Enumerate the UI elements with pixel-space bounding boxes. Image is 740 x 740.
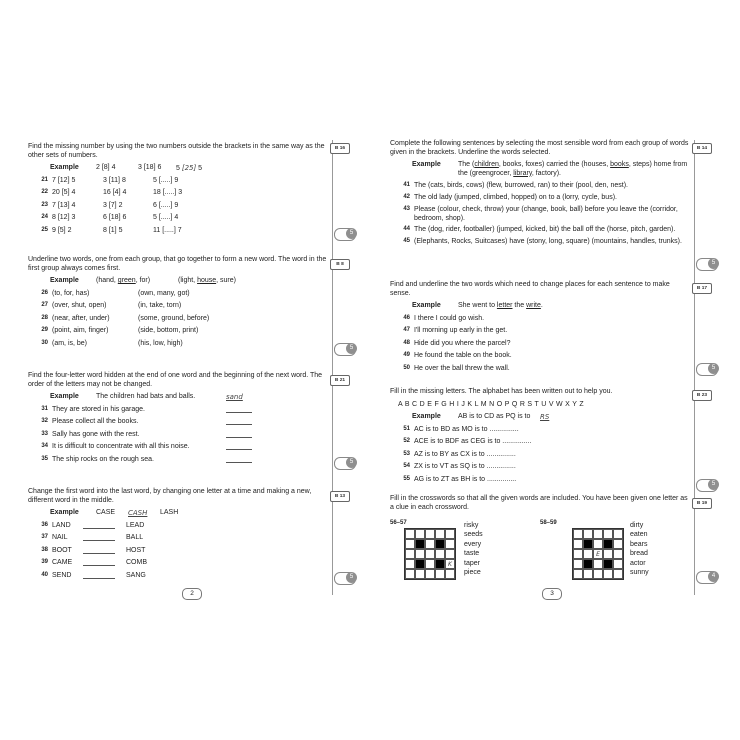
question-row — [28, 315, 328, 328]
underlined-word: children — [474, 161, 499, 169]
cw-black-cell — [583, 559, 593, 569]
text: , factory). — [531, 169, 561, 177]
text: (hand, — [96, 277, 118, 285]
cw-cell[interactable] — [435, 549, 445, 559]
question-row — [28, 522, 328, 535]
skill-tag: B 17 — [692, 283, 712, 294]
sentence[interactable]: I'll morning up early in the get. — [414, 327, 508, 335]
question-number: 53 — [403, 450, 410, 457]
word-group-b[interactable]: (some, ground, before) — [138, 314, 210, 322]
crossword-1-number: 56–57 — [390, 520, 407, 526]
question-number: 37 — [41, 534, 48, 541]
cw-cell[interactable] — [445, 539, 455, 549]
question-row — [390, 463, 690, 476]
score-box[interactable] — [334, 572, 356, 585]
set-a: 7 [12] 5 — [52, 176, 76, 184]
word-group-b[interactable]: (his, low, high) — [138, 339, 183, 347]
word: taper — [464, 559, 480, 567]
cw-cell[interactable] — [425, 559, 435, 569]
page-number: 2 — [182, 588, 202, 600]
score-box[interactable] — [696, 363, 718, 376]
question-number: 26 — [41, 289, 48, 296]
cw-cell[interactable] — [583, 549, 593, 559]
crossword-2-words — [630, 521, 649, 577]
question-row — [390, 327, 690, 340]
crossword-1-words — [464, 521, 483, 577]
sentence: It is difficult to concentrate with all this noise. — [52, 443, 190, 451]
score-total: 5 — [346, 457, 357, 468]
question-row — [28, 547, 328, 560]
score-box[interactable] — [696, 479, 718, 492]
crossword-2-number: 58–59 — [540, 520, 557, 526]
score-box[interactable] — [696, 258, 718, 271]
section-compound-words — [28, 256, 328, 352]
cw-black-cell — [415, 539, 425, 549]
cw-cell[interactable] — [583, 569, 593, 579]
instructions: Find and underline the two words which need to change places for each sentence to make sense. — [390, 281, 670, 297]
question-number: 48 — [403, 339, 410, 346]
question-row — [28, 202, 328, 215]
sentence[interactable]: Please (colour, check, throw) your (change, book, ball) before you leave the (corridor, bedroom, shop). — [414, 206, 678, 222]
word: piece — [464, 569, 481, 577]
example-set-3-right: 5 — [196, 165, 203, 173]
answer-blank[interactable] — [83, 559, 115, 566]
score-total: 5 — [708, 258, 719, 269]
question-number: 25 — [41, 226, 48, 233]
question-row — [390, 194, 690, 206]
underlined-word: letter — [496, 302, 513, 310]
example-group-b — [178, 277, 236, 286]
example-start-word: CASE — [96, 509, 116, 517]
question-row — [28, 327, 328, 340]
cw-black-cell — [435, 539, 445, 549]
cw-cell[interactable] — [405, 529, 415, 539]
question-number: 38 — [41, 546, 48, 553]
question-row — [28, 227, 328, 240]
word-group-a[interactable]: (over, shut, open) — [52, 302, 107, 310]
question-number: 41 — [403, 182, 410, 189]
answer-blank[interactable] — [226, 431, 252, 438]
cw-clue-cell[interactable]: E — [593, 549, 603, 559]
question-number: 27 — [41, 302, 48, 309]
cw-cell[interactable] — [405, 549, 415, 559]
score-box[interactable] — [334, 343, 356, 356]
sentence: They are stored in his garage. — [52, 405, 145, 413]
start-word: SEND — [52, 571, 72, 579]
answer-blank[interactable] — [226, 418, 252, 425]
example-sentence — [458, 302, 543, 311]
word: bears — [630, 540, 648, 548]
question-row — [28, 290, 328, 303]
cw-cell[interactable] — [425, 539, 435, 549]
set-b: 16 [4] 4 — [103, 189, 127, 197]
question-number: 55 — [403, 475, 410, 482]
example-group-a — [96, 277, 150, 286]
example-answer: RS — [540, 413, 550, 422]
example-label: Example — [412, 413, 441, 421]
skill-tag: B 23 — [692, 390, 712, 401]
instructions: Find the missing number by using the two numbers outside the brackets in the same way as the other sets of numbers. — [28, 143, 325, 159]
word-group-b[interactable]: (own, many, got) — [138, 289, 190, 297]
question-number: 30 — [41, 339, 48, 346]
question-row — [28, 431, 328, 444]
set-b: 3 [7] 2 — [103, 201, 123, 209]
cw-cell[interactable] — [613, 539, 623, 549]
word-group-a[interactable]: (point, aim, finger) — [52, 327, 109, 335]
example-set-3 — [176, 164, 202, 174]
cw-cell[interactable] — [435, 569, 445, 579]
question-text[interactable]: AZ is to BY as CX is to ............... — [414, 450, 516, 458]
score-box[interactable] — [696, 571, 718, 584]
set-b: 6 [18] 6 — [103, 214, 127, 222]
word: dirty — [630, 522, 644, 529]
section-letter-series — [390, 388, 690, 488]
section-crosswords — [390, 495, 690, 516]
cw-cell[interactable] — [613, 559, 623, 569]
answer-blank[interactable] — [83, 572, 115, 579]
question-row — [28, 214, 328, 227]
question-row — [28, 572, 328, 585]
cw-cell[interactable] — [425, 569, 435, 579]
crossword-1-grid[interactable] — [404, 528, 456, 580]
cw-black-cell — [435, 559, 445, 569]
sentence[interactable]: (Elephants, Rocks, Suitcases) have (stony, long, square) (mountains, handles, trunks). — [414, 237, 682, 245]
underlined-word: house — [197, 277, 217, 285]
question-row — [28, 559, 328, 572]
cw-cell[interactable] — [445, 549, 455, 559]
question-row — [28, 177, 328, 190]
cw-cell[interactable] — [435, 529, 445, 539]
example-label: Example — [50, 277, 79, 285]
cw-cell[interactable] — [583, 529, 593, 539]
question-text[interactable]: ACE is to BDF as CEG is to ............... — [414, 438, 532, 446]
text: , for) — [135, 277, 151, 285]
question-number: 45 — [403, 237, 410, 244]
sentence[interactable]: The (cats, birds, cows) (flew, burrowed, ran) to their (pool, den, nest). — [414, 182, 628, 190]
cw-cell[interactable] — [573, 559, 583, 569]
word-group-b[interactable]: (side, bottom, print) — [138, 327, 199, 335]
question-number: 33 — [41, 430, 48, 437]
sentence[interactable]: The old lady (jumped, climbed, hopped) on to a (lorry, cycle, bus). — [414, 194, 617, 202]
score-total: 5 — [708, 479, 719, 490]
question-row — [28, 302, 328, 315]
score-total: 5 — [708, 363, 719, 374]
cw-cell[interactable] — [593, 559, 603, 569]
text: the — [512, 302, 527, 310]
example-set-2: 3 [18] 6 — [138, 164, 162, 172]
example-set-1: 2 [8] 4 — [96, 164, 116, 172]
end-word: BALL — [126, 534, 144, 542]
example-label: Example — [50, 393, 79, 401]
section-hidden-word — [28, 372, 328, 468]
question-number: 40 — [41, 571, 48, 578]
question-number: 31 — [41, 405, 48, 412]
cw-clue-cell[interactable]: K — [445, 559, 455, 569]
text: (light, — [178, 277, 198, 285]
word-group-a[interactable]: (to, for, has) — [52, 289, 90, 297]
start-word: BOOT — [52, 546, 72, 554]
word-group-a[interactable]: (am, is, be) — [52, 339, 88, 347]
question-number: 39 — [41, 559, 48, 566]
example-answer: sand — [226, 393, 243, 402]
cw-cell[interactable] — [613, 549, 623, 559]
score-box[interactable] — [334, 457, 356, 470]
question-number: 28 — [41, 314, 48, 321]
question-text[interactable]: AC is to BD as MO is to ............... — [414, 425, 519, 433]
sentence[interactable]: He found the table on the book. — [414, 352, 512, 360]
set-a: 7 [13] 4 — [52, 201, 76, 209]
question-row — [28, 534, 328, 547]
text: She went to — [458, 302, 497, 310]
instructions: Fill in the crosswords so that all the given words are included. You have been given one letter as a clue in each crossword. — [390, 495, 688, 511]
instructions: Find the four-letter word hidden at the end of one word and the beginning of the next word. The order of the letters may not be changed. — [28, 372, 323, 388]
question-number: 36 — [41, 521, 48, 528]
example-label: Example — [412, 161, 441, 169]
cw-cell[interactable] — [573, 529, 583, 539]
cw-cell[interactable] — [573, 549, 583, 559]
end-word: COMB — [126, 559, 147, 567]
cw-cell[interactable] — [573, 539, 583, 549]
right-page — [382, 140, 722, 600]
cw-black-cell — [583, 539, 593, 549]
end-word: LEAD — [126, 521, 145, 529]
underlined-word: library — [513, 169, 532, 177]
word: risky — [464, 522, 479, 529]
cw-cell[interactable] — [603, 549, 613, 559]
skill-tag: B 19 — [692, 498, 712, 509]
sentence: Please collect all the books. — [52, 418, 139, 426]
cw-cell[interactable] — [603, 529, 613, 539]
word: sunny — [630, 569, 649, 577]
question-number: 32 — [41, 418, 48, 425]
cw-cell[interactable] — [593, 539, 603, 549]
question-number: 42 — [403, 194, 410, 201]
text: , sure) — [216, 277, 236, 285]
example-row — [390, 302, 690, 315]
cw-cell[interactable] — [425, 549, 435, 559]
skill-tag: B 8 — [330, 259, 350, 270]
example-set-3-left: 5 — [176, 165, 182, 173]
instructions: Complete the following sentences by selecting the most sensible word from each group of words given in the brackets. Underline the words selected. — [390, 140, 689, 156]
question-row — [28, 189, 328, 202]
answer-set[interactable]: 5 [.....] 9 — [153, 176, 179, 184]
cw-cell[interactable] — [405, 559, 415, 569]
cw-cell[interactable] — [415, 569, 425, 579]
text: , books, foxes) carried the (houses, — [498, 161, 611, 169]
start-word: LAND — [52, 521, 71, 529]
question-row — [390, 340, 690, 353]
question-number: 51 — [403, 425, 410, 432]
question-row — [390, 352, 690, 365]
cw-cell[interactable] — [593, 529, 603, 539]
sentence: The ship rocks on the rough sea. — [52, 455, 154, 463]
question-row — [390, 476, 690, 489]
alphabet: A B C D E F G H I J K L M N O P Q R S T U V W X Y Z — [398, 400, 584, 408]
question-number: 23 — [41, 201, 48, 208]
skill-tag: B 21 — [330, 375, 350, 386]
example-row — [28, 164, 328, 177]
example-middle-word: CASH — [128, 509, 148, 518]
question-row — [28, 340, 328, 353]
question-row — [28, 418, 328, 431]
sentence[interactable]: Hide did you where the parcel? — [414, 339, 511, 347]
question-row — [390, 451, 690, 464]
left-page — [20, 140, 360, 600]
answer-set[interactable]: 18 [.....] 3 — [153, 189, 183, 197]
cw-cell[interactable] — [415, 529, 425, 539]
example-row — [28, 277, 328, 290]
set-a: 8 [12] 3 — [52, 214, 76, 222]
underlined-word: green — [117, 277, 136, 285]
set-b: 8 [1] 5 — [103, 226, 123, 234]
score-total: 5 — [346, 228, 357, 239]
cw-cell[interactable] — [445, 529, 455, 539]
set-a: 20 [5] 4 — [52, 189, 76, 197]
end-word: HOST — [126, 546, 146, 554]
answer-blank[interactable] — [226, 456, 252, 463]
margin-rule — [332, 140, 333, 595]
end-word: SANG — [126, 571, 146, 579]
question-number: 35 — [41, 455, 48, 462]
underlined-word: write — [526, 302, 541, 310]
question-number: 43 — [403, 206, 410, 213]
start-word: CAME — [52, 559, 73, 567]
question-row — [390, 226, 690, 235]
example-label: Example — [412, 302, 441, 310]
cw-cell[interactable] — [415, 549, 425, 559]
section-sensible-words — [390, 140, 690, 246]
sentence[interactable]: He over the ball threw the wall. — [414, 364, 510, 372]
cw-cell[interactable] — [593, 569, 603, 579]
word: taste — [464, 550, 480, 558]
cw-cell[interactable] — [573, 569, 583, 579]
start-word: NAIL — [52, 534, 68, 542]
example-row — [28, 393, 328, 406]
instructions: Fill in the missing letters. The alphabet has been written out to help you. — [390, 388, 613, 395]
answer-blank[interactable] — [83, 522, 115, 529]
question-row — [390, 206, 690, 223]
example-answer: [25] — [181, 164, 197, 173]
question-row — [390, 182, 690, 194]
word: eaten — [630, 531, 648, 539]
cw-black-cell — [415, 559, 425, 569]
section-missing-number — [28, 143, 328, 239]
cw-cell[interactable] — [405, 539, 415, 549]
question-row — [390, 426, 690, 439]
question-row — [390, 315, 690, 328]
sentence[interactable]: I there I could go wish. — [414, 314, 485, 322]
section-swap-words — [390, 281, 690, 377]
question-number: 46 — [403, 314, 410, 321]
example-sentence: The children had bats and balls. — [96, 393, 196, 401]
word: every — [464, 540, 482, 548]
instructions: Change the first word into the last word, by changing one letter at a time and making a new, different word in the middle. — [28, 488, 312, 504]
answer-set[interactable]: 11 [.....] 7 — [153, 226, 182, 234]
question-number: 52 — [403, 438, 410, 445]
question-row — [28, 443, 328, 456]
question-number: 44 — [403, 226, 410, 233]
text: , steps) home from the (greengrocer, — [458, 161, 688, 177]
word: seeds — [464, 531, 483, 539]
page-number: 3 — [542, 588, 562, 600]
text: The ( — [458, 161, 475, 169]
question-row — [390, 438, 690, 451]
answer-blank[interactable] — [83, 547, 115, 554]
underlined-word: books — [610, 161, 629, 169]
answer-blank[interactable] — [83, 534, 115, 541]
score-box[interactable] — [334, 228, 356, 241]
skill-tag: B 16 — [330, 143, 350, 154]
sentence: Sally has gone with the rest. — [52, 430, 140, 438]
question-number: 22 — [41, 189, 48, 196]
word-group-a[interactable]: (near, after, under) — [52, 314, 110, 322]
question-row — [28, 456, 328, 469]
example-label: Example — [50, 164, 79, 172]
instructions: Underline two words, one from each group, that go together to form a new word. The word in the first group always comes first. — [28, 256, 327, 272]
score-total: 5 — [346, 343, 357, 354]
cw-cell[interactable] — [603, 569, 613, 579]
cw-black-cell — [603, 559, 613, 569]
question-number: 54 — [403, 463, 410, 470]
example-row — [28, 509, 328, 522]
sentence[interactable]: The (dog, rider, footballer) (jumped, kicked, bit) the ball off the (horse, pitch, garden). — [414, 226, 676, 234]
answer-blank[interactable] — [226, 443, 252, 450]
question-number: 21 — [41, 176, 48, 183]
word: bread — [630, 550, 648, 558]
question-number: 24 — [41, 214, 48, 221]
question-number: 49 — [403, 352, 410, 359]
answer-set[interactable]: 6 [.....] 9 — [153, 201, 179, 209]
word: actor — [630, 559, 646, 567]
alphabet-row — [390, 401, 690, 414]
text: . — [540, 302, 543, 310]
score-total: 4 — [708, 571, 719, 582]
question-text[interactable]: AG is to ZT as BH is to ............... — [414, 475, 517, 483]
skill-tag: B 13 — [330, 491, 350, 502]
cw-cell[interactable] — [425, 529, 435, 539]
example-sentence: AB is to CD as PQ is to — [458, 413, 531, 421]
question-number: 50 — [403, 364, 410, 371]
section-word-ladder — [28, 488, 328, 584]
question-row — [390, 238, 690, 247]
question-row — [390, 365, 690, 378]
cw-cell[interactable] — [613, 569, 623, 579]
margin-rule — [694, 140, 695, 595]
question-number: 29 — [41, 327, 48, 334]
question-number: 34 — [41, 443, 48, 450]
question-row — [28, 406, 328, 419]
example-row — [390, 413, 690, 426]
cw-cell[interactable] — [613, 529, 623, 539]
cw-cell[interactable] — [445, 569, 455, 579]
word-group-b[interactable]: (in, take, torn) — [138, 302, 182, 310]
set-b: 3 [11] 8 — [103, 176, 126, 184]
question-number: 47 — [403, 327, 410, 334]
answer-set[interactable]: 5 [.....] 4 — [153, 214, 179, 222]
answer-blank[interactable] — [226, 406, 252, 413]
example-end-word: LASH — [160, 509, 179, 517]
cw-cell[interactable] — [405, 569, 415, 579]
example-label: Example — [50, 509, 79, 517]
crossword-2-grid[interactable] — [572, 528, 624, 580]
cw-black-cell — [603, 539, 613, 549]
score-total: 5 — [346, 572, 357, 583]
skill-tag: B 14 — [692, 143, 712, 154]
question-text[interactable]: ZX is to VT as SQ is to ............... — [414, 463, 516, 471]
example-row — [390, 161, 690, 178]
set-a: 9 [5] 2 — [52, 226, 72, 234]
